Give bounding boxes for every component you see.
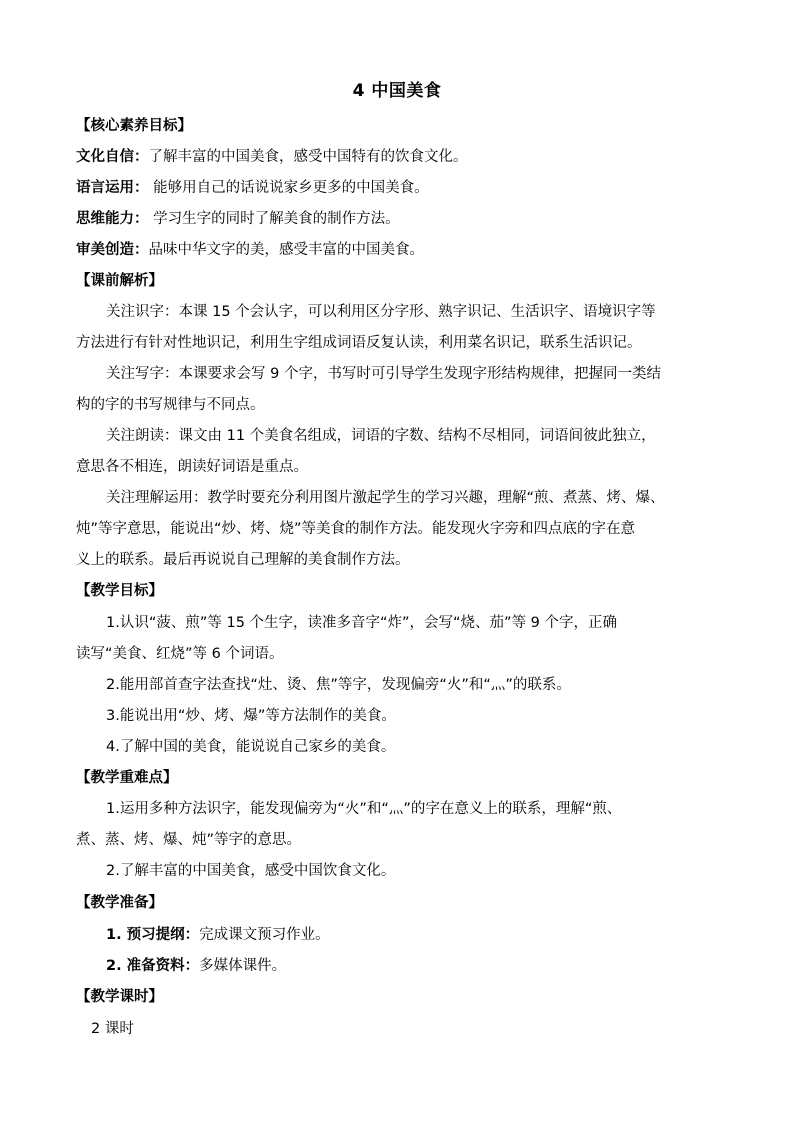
- paragraph-line: 义上的联系。最后再说说自己理解的美食制作方法。: [76, 552, 410, 568]
- paragraph-line: 1.认识“菠、煎”等 15 个生字，读准多音字“炸”，会写“烧、茄”等 9 个字，正确: [106, 615, 618, 631]
- periods-text: 2 课时: [91, 1021, 134, 1037]
- goal-label: 文化自信：: [76, 149, 149, 165]
- section-heading-key-points: 【教学重难点】: [76, 770, 178, 786]
- paragraph-line: 煮、蒸、烤、爆、炖”等字的意思。: [76, 832, 302, 848]
- paragraph-line: 关注理解运用：教学时要充分利用图片激起学生的学习兴趣，理解“煎、煮蒸、烤、爆、: [106, 490, 665, 506]
- paragraph-line: 2.了解丰富的中国美食，感受中国饮食文化。: [106, 863, 396, 879]
- goal-text: 能够用自己的话说说家乡更多的中国美食。: [148, 180, 429, 196]
- goal-label: 语言运用：: [76, 180, 149, 196]
- paragraph-line: 关注识字：本课 15 个会认字，可以利用区分字形、熟字识记、生活识字、语境识字等: [106, 304, 656, 320]
- goal-text: 品味中华文字的美，感受丰富的中国美食。: [148, 242, 424, 258]
- section-heading-core-goals: 【核心素养目标】: [76, 118, 192, 134]
- paragraph-line: 炖”等字意思，能说出“炒、烤、烧”等美食的制作方法。能发现火字旁和四点底的字在意: [76, 521, 636, 537]
- goal-item-aesthetic: [76, 240, 424, 260]
- paragraph-line: 关注朗读：课文由 11 个美食名组成，词语的字数、结构不尽相同，词语间彼此独立，: [106, 428, 656, 444]
- paragraph-line: 1.运用多种方法识字，能发现偏旁为“火”和“灬”的字在意义上的联系，理解“煎、: [106, 801, 622, 817]
- prep-label: 1. 预习提纲：: [106, 927, 200, 943]
- paragraph-line: 构的字的书写规律与不同点。: [76, 397, 265, 413]
- goal-text: 了解丰富的中国美食，感受中国特有的饮食文化。: [148, 149, 468, 165]
- goal-text: 学习生字的同时了解美食的制作方法。: [148, 211, 400, 227]
- paragraph-line: 3.能说出用“炒、烤、爆”等方法制作的美食。: [106, 708, 396, 724]
- section-heading-pre-analysis: 【课前解析】: [76, 273, 163, 289]
- paragraph-line: 读写“美食、红烧”等 6 个词语。: [76, 646, 284, 662]
- paragraph-line: 2.能用部首查字法查找“灶、烫、焦”等字，发现偏旁“火”和“灬”的联系。: [106, 677, 571, 693]
- prep-item: [106, 925, 330, 945]
- goal-item-thinking: [76, 209, 400, 229]
- goal-item-culture: [76, 147, 468, 167]
- paragraph-line: 4.了解中国的美食，能说说自己家乡的美食。: [106, 739, 396, 755]
- goal-label: 审美创造：: [76, 242, 149, 258]
- paragraph-line: 方法进行有针对性地识记，利用生字组成词语反复认读，利用菜名识记，联系生活识记。: [76, 335, 642, 351]
- section-heading-preparation: 【教学准备】: [76, 895, 163, 911]
- goal-label: 思维能力：: [76, 211, 149, 227]
- paragraph-line: 关注写字：本课要求会写 9 个字，书写时可引导学生发现字形结构规律，把握同一类结: [106, 366, 661, 382]
- goal-item-language: [76, 178, 429, 198]
- section-heading-teaching-goals: 【教学目标】: [76, 583, 163, 599]
- prep-label: 2. 准备资料：: [106, 958, 200, 974]
- section-heading-periods: 【教学课时】: [76, 989, 163, 1005]
- prep-item: [106, 956, 286, 976]
- page-title: 4 中国美食: [352, 81, 442, 101]
- prep-text: 完成课文预习作业。: [199, 927, 330, 943]
- prep-text: 多媒体课件。: [199, 958, 287, 974]
- paragraph-line: 意思各不相连，朗读好词语是重点。: [76, 459, 308, 475]
